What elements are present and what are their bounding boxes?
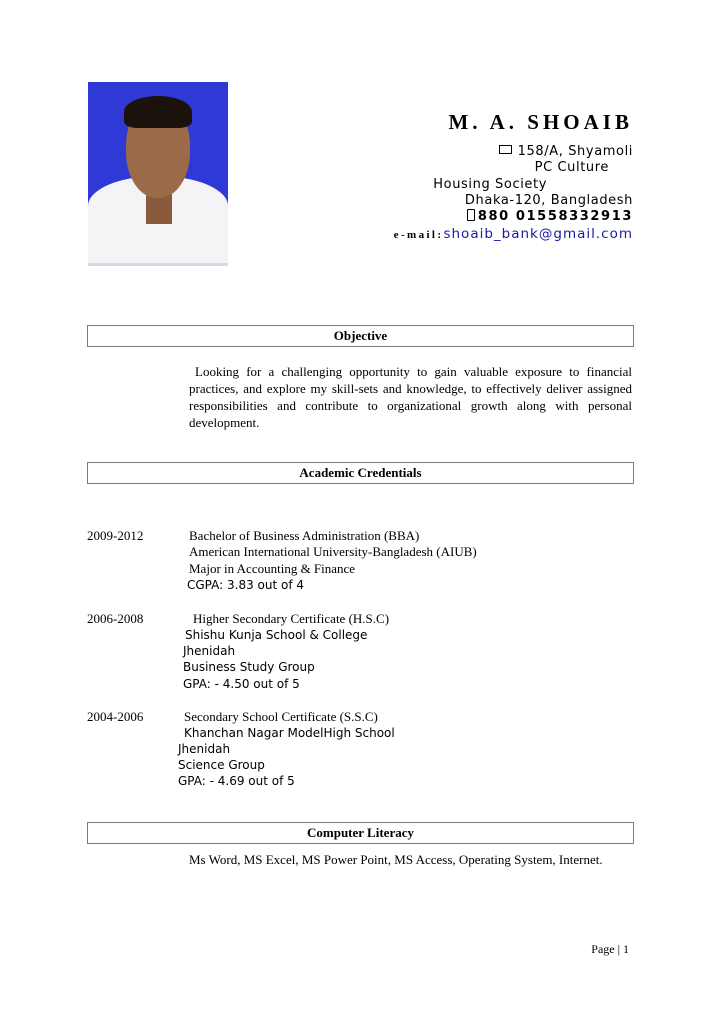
email-label: e-mail: [393, 229, 444, 241]
ssc-years: 2004-2006 [87, 709, 144, 724]
ssc-institution: Khanchan Nagar ModelHigh School [184, 726, 395, 740]
address-line-4: Dhaka-120, Bangladesh [464, 193, 633, 208]
hsc-institution: Shishu Kunja School & College [185, 628, 368, 642]
phone-icon [467, 209, 475, 221]
page-number: Page | 1 [591, 942, 629, 956]
ssc-location: Jhenidah [178, 742, 231, 756]
ssc-degree: Secondary School Certificate (S.S.C) [184, 709, 378, 724]
profile-photo [88, 82, 228, 266]
hsc-years: 2006-2008 [87, 611, 144, 626]
ssc-group: Science Group [178, 758, 265, 772]
bba-major: Major in Accounting & Finance [189, 561, 356, 576]
email-line [394, 226, 633, 242]
bba-cgpa: CGPA: 3.83 out of 4 [187, 578, 305, 592]
phone-number: 880 01558332913 [467, 209, 633, 224]
address-line-1: 158/A, Shyamoli [499, 144, 633, 159]
hsc-group: Business Study Group [183, 660, 315, 674]
envelope-icon [499, 145, 512, 154]
objective-text: Looking for a challenging opportunity to gain valuable exposure to financial practices, and explore my skill-sets and knowledge, to effectively deliver assigned responsibilities and contribute to organizational growth along with personal development. [189, 364, 632, 430]
computer-heading: Computer Literacy [87, 822, 634, 844]
hsc-location: Jhenidah [183, 644, 236, 658]
bba-years: 2009-2012 [87, 528, 144, 543]
hsc-degree: Higher Secondary Certificate (H.S.C) [193, 611, 390, 626]
bba-institution: American International University-Bangladesh (AIUB) [189, 544, 477, 559]
objective-heading: Objective [87, 325, 634, 347]
address-line-2: PC Culture [534, 160, 609, 175]
bba-degree: Bachelor of Business Administration (BBA) [189, 528, 420, 543]
candidate-name: M. A. SHOAIB [448, 110, 633, 134]
address-line-3: Housing Society [433, 177, 547, 192]
computer-text: Ms Word, MS Excel, MS Power Point, MS Access, Operating System, Internet. [189, 852, 603, 867]
email-link[interactable]: shoaib_bank@gmail.com [443, 226, 633, 242]
academic-heading: Academic Credentials [87, 462, 634, 484]
hsc-gpa: GPA: - 4.50 out of 5 [183, 677, 300, 691]
ssc-gpa: GPA: - 4.69 out of 5 [178, 774, 295, 788]
